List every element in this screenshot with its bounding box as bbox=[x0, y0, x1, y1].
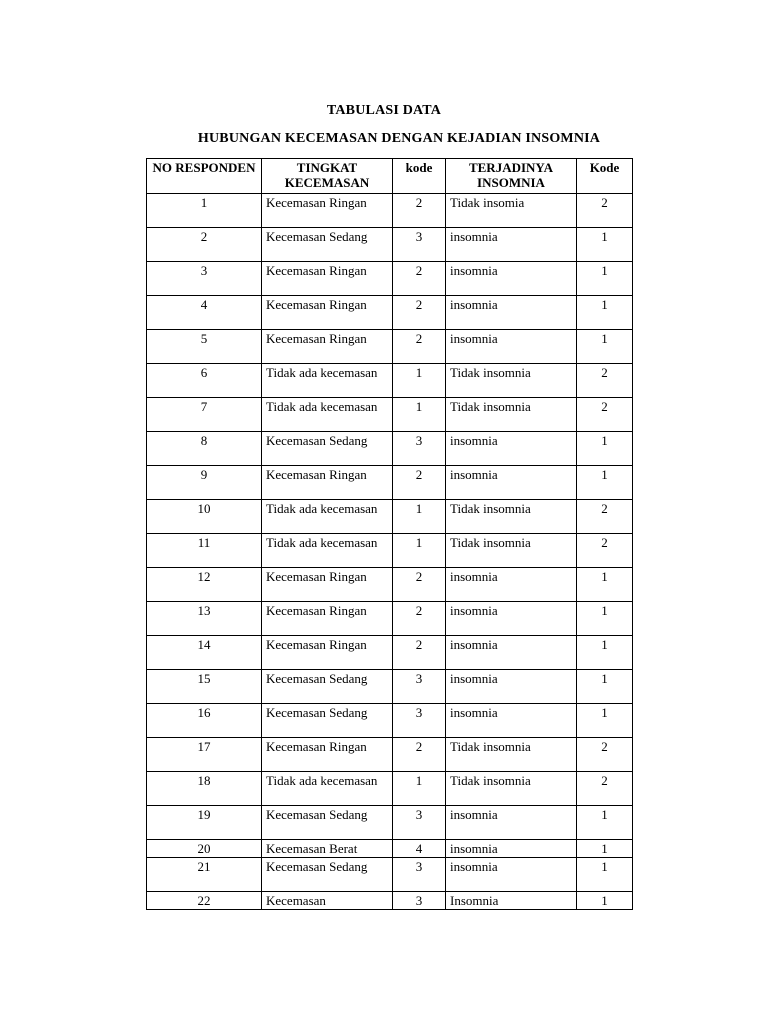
cell-kode-insomnia: 1 bbox=[577, 806, 633, 840]
cell-tingkat-kecemasan: Kecemasan bbox=[262, 892, 393, 910]
cell-terjadinya-insomnia: insomnia bbox=[446, 568, 577, 602]
cell-kode: 2 bbox=[393, 602, 446, 636]
cell-tingkat-kecemasan: Tidak ada kecemasan bbox=[262, 534, 393, 568]
cell-no: 1 bbox=[147, 194, 262, 228]
table-row bbox=[147, 858, 633, 892]
table-body bbox=[147, 194, 633, 910]
cell-tingkat-kecemasan: Tidak ada kecemasan bbox=[262, 398, 393, 432]
cell-terjadinya-insomnia: insomnia bbox=[446, 840, 577, 858]
table-row bbox=[147, 432, 633, 466]
cell-no: 20 bbox=[147, 840, 262, 858]
cell-tingkat-kecemasan: Kecemasan Ringan bbox=[262, 330, 393, 364]
cell-tingkat-kecemasan: Kecemasan Sedang bbox=[262, 432, 393, 466]
table-row bbox=[147, 704, 633, 738]
cell-no: 12 bbox=[147, 568, 262, 602]
cell-tingkat-kecemasan: Kecemasan Ringan bbox=[262, 466, 393, 500]
cell-kode-insomnia: 1 bbox=[577, 228, 633, 262]
table-row bbox=[147, 296, 633, 330]
cell-kode: 2 bbox=[393, 296, 446, 330]
cell-kode: 2 bbox=[393, 466, 446, 500]
cell-tingkat-kecemasan: Kecemasan Sedang bbox=[262, 228, 393, 262]
cell-tingkat-kecemasan: Tidak ada kecemasan bbox=[262, 364, 393, 398]
cell-no: 8 bbox=[147, 432, 262, 466]
cell-terjadinya-insomnia: Tidak insomnia bbox=[446, 772, 577, 806]
cell-kode: 2 bbox=[393, 568, 446, 602]
cell-tingkat-kecemasan: Kecemasan Ringan bbox=[262, 262, 393, 296]
cell-kode-insomnia: 2 bbox=[577, 772, 633, 806]
cell-no: 19 bbox=[147, 806, 262, 840]
header-kode: kode bbox=[393, 159, 446, 194]
cell-kode: 2 bbox=[393, 636, 446, 670]
cell-kode: 3 bbox=[393, 228, 446, 262]
cell-kode: 3 bbox=[393, 892, 446, 910]
cell-tingkat-kecemasan: Kecemasan Ringan bbox=[262, 568, 393, 602]
table-row bbox=[147, 364, 633, 398]
cell-kode: 2 bbox=[393, 262, 446, 296]
cell-kode: 1 bbox=[393, 364, 446, 398]
cell-no: 9 bbox=[147, 466, 262, 500]
cell-no: 6 bbox=[147, 364, 262, 398]
header-terjadinya-insomnia: TERJADINYA INSOMNIA bbox=[446, 159, 577, 194]
header-tingkat-kecemasan: TINGKAT KECEMASAN bbox=[262, 159, 393, 194]
cell-no: 7 bbox=[147, 398, 262, 432]
cell-kode: 3 bbox=[393, 704, 446, 738]
cell-kode-insomnia: 1 bbox=[577, 704, 633, 738]
cell-tingkat-kecemasan: Kecemasan Ringan bbox=[262, 636, 393, 670]
cell-kode: 3 bbox=[393, 670, 446, 704]
document-title: TABULASI DATA bbox=[326, 103, 442, 118]
cell-terjadinya-insomnia: insomnia bbox=[446, 228, 577, 262]
cell-no: 18 bbox=[147, 772, 262, 806]
cell-no: 10 bbox=[147, 500, 262, 534]
cell-terjadinya-insomnia: Tidak insomnia bbox=[446, 364, 577, 398]
table-row bbox=[147, 670, 633, 704]
cell-terjadinya-insomnia: insomnia bbox=[446, 670, 577, 704]
table-row bbox=[147, 466, 633, 500]
cell-kode-insomnia: 1 bbox=[577, 296, 633, 330]
cell-tingkat-kecemasan: Kecemasan Sedang bbox=[262, 858, 393, 892]
table-header-row bbox=[147, 159, 633, 194]
cell-kode-insomnia: 1 bbox=[577, 892, 633, 910]
cell-terjadinya-insomnia: Tidak insomia bbox=[446, 194, 577, 228]
cell-kode-insomnia: 1 bbox=[577, 432, 633, 466]
cell-tingkat-kecemasan: Kecemasan Ringan bbox=[262, 738, 393, 772]
table-row bbox=[147, 534, 633, 568]
cell-kode-insomnia: 2 bbox=[577, 738, 633, 772]
cell-tingkat-kecemasan: Kecemasan Ringan bbox=[262, 602, 393, 636]
cell-kode-insomnia: 1 bbox=[577, 840, 633, 858]
table-row bbox=[147, 262, 633, 296]
cell-terjadinya-insomnia: insomnia bbox=[446, 466, 577, 500]
cell-no: 4 bbox=[147, 296, 262, 330]
cell-kode-insomnia: 1 bbox=[577, 568, 633, 602]
cell-kode: 3 bbox=[393, 806, 446, 840]
table-row bbox=[147, 194, 633, 228]
cell-terjadinya-insomnia: Tidak insomnia bbox=[446, 738, 577, 772]
table-row bbox=[147, 738, 633, 772]
cell-no: 5 bbox=[147, 330, 262, 364]
cell-terjadinya-insomnia: insomnia bbox=[446, 636, 577, 670]
cell-kode: 1 bbox=[393, 534, 446, 568]
cell-tingkat-kecemasan: Tidak ada kecemasan bbox=[262, 772, 393, 806]
cell-kode-insomnia: 1 bbox=[577, 330, 633, 364]
table-row bbox=[147, 840, 633, 858]
cell-terjadinya-insomnia: Insomnia bbox=[446, 892, 577, 910]
cell-terjadinya-insomnia: Tidak insomnia bbox=[446, 398, 577, 432]
cell-kode-insomnia: 1 bbox=[577, 636, 633, 670]
cell-terjadinya-insomnia: insomnia bbox=[446, 330, 577, 364]
cell-no: 17 bbox=[147, 738, 262, 772]
cell-kode-insomnia: 2 bbox=[577, 398, 633, 432]
cell-tingkat-kecemasan: Kecemasan Sedang bbox=[262, 806, 393, 840]
cell-no: 16 bbox=[147, 704, 262, 738]
cell-kode-insomnia: 2 bbox=[577, 194, 633, 228]
table-row bbox=[147, 602, 633, 636]
cell-no: 3 bbox=[147, 262, 262, 296]
cell-terjadinya-insomnia: insomnia bbox=[446, 432, 577, 466]
cell-terjadinya-insomnia: Tidak insomnia bbox=[446, 500, 577, 534]
header-no-responden: NO RESPONDEN bbox=[147, 159, 262, 194]
cell-kode: 2 bbox=[393, 330, 446, 364]
table-row bbox=[147, 330, 633, 364]
cell-kode-insomnia: 2 bbox=[577, 534, 633, 568]
cell-kode: 3 bbox=[393, 432, 446, 466]
cell-kode: 1 bbox=[393, 772, 446, 806]
cell-terjadinya-insomnia: insomnia bbox=[446, 858, 577, 892]
cell-terjadinya-insomnia: insomnia bbox=[446, 806, 577, 840]
cell-no: 13 bbox=[147, 602, 262, 636]
table-row bbox=[147, 636, 633, 670]
cell-no: 22 bbox=[147, 892, 262, 910]
cell-no: 14 bbox=[147, 636, 262, 670]
cell-terjadinya-insomnia: Tidak insomnia bbox=[446, 534, 577, 568]
cell-kode-insomnia: 1 bbox=[577, 262, 633, 296]
table-row bbox=[147, 568, 633, 602]
cell-kode-insomnia: 1 bbox=[577, 602, 633, 636]
cell-terjadinya-insomnia: insomnia bbox=[446, 296, 577, 330]
cell-tingkat-kecemasan: Tidak ada kecemasan bbox=[262, 500, 393, 534]
cell-tingkat-kecemasan: Kecemasan Ringan bbox=[262, 194, 393, 228]
cell-no: 11 bbox=[147, 534, 262, 568]
cell-kode: 1 bbox=[393, 500, 446, 534]
cell-kode-insomnia: 1 bbox=[577, 670, 633, 704]
table-row bbox=[147, 772, 633, 806]
cell-terjadinya-insomnia: insomnia bbox=[446, 262, 577, 296]
cell-kode: 1 bbox=[393, 398, 446, 432]
cell-kode-insomnia: 1 bbox=[577, 466, 633, 500]
table-row bbox=[147, 228, 633, 262]
cell-kode-insomnia: 2 bbox=[577, 364, 633, 398]
cell-kode: 3 bbox=[393, 858, 446, 892]
table-row bbox=[147, 806, 633, 840]
cell-no: 21 bbox=[147, 858, 262, 892]
cell-tingkat-kecemasan: Kecemasan Ringan bbox=[262, 296, 393, 330]
table-row bbox=[147, 398, 633, 432]
table-row bbox=[147, 892, 633, 910]
cell-kode: 4 bbox=[393, 840, 446, 858]
header-kode-insomnia: Kode bbox=[577, 159, 633, 194]
cell-no: 2 bbox=[147, 228, 262, 262]
tabulation-table bbox=[146, 158, 633, 910]
cell-kode: 2 bbox=[393, 194, 446, 228]
cell-tingkat-kecemasan: Kecemasan Sedang bbox=[262, 704, 393, 738]
cell-terjadinya-insomnia: insomnia bbox=[446, 602, 577, 636]
cell-tingkat-kecemasan: Kecemasan Berat bbox=[262, 840, 393, 858]
document-subtitle: HUBUNGAN KECEMASAN DENGAN KEJADIAN INSOMNIA bbox=[197, 131, 601, 146]
cell-kode-insomnia: 1 bbox=[577, 858, 633, 892]
cell-tingkat-kecemasan: Kecemasan Sedang bbox=[262, 670, 393, 704]
cell-kode-insomnia: 2 bbox=[577, 500, 633, 534]
cell-terjadinya-insomnia: insomnia bbox=[446, 704, 577, 738]
cell-no: 15 bbox=[147, 670, 262, 704]
table-row bbox=[147, 500, 633, 534]
cell-kode: 2 bbox=[393, 738, 446, 772]
